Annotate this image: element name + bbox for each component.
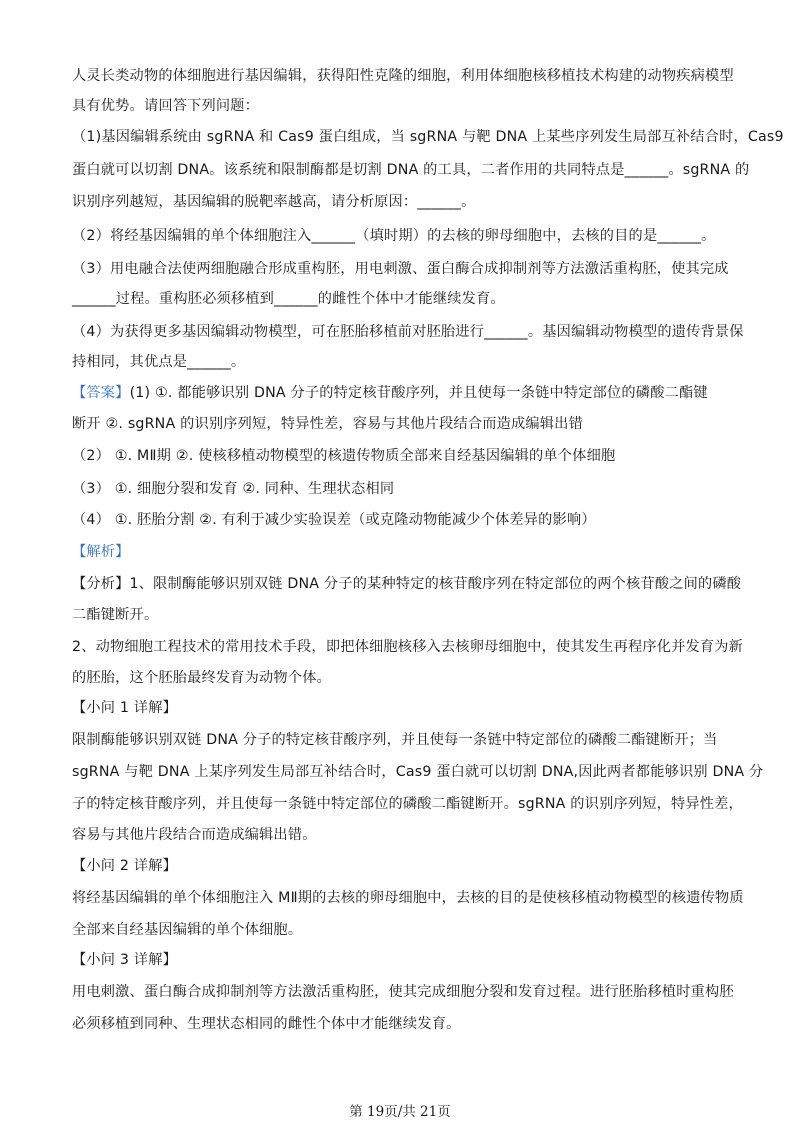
analysis-line-13: 【小问 3 详解】 [72, 952, 177, 968]
question-line-6: （2）将经基因编辑的单个体细胞注入______（填时期）的去核的卵母细胞中，去核的目的是______。 [72, 228, 716, 244]
question-line-5: 识别序列越短，基因编辑的脱靶率越高，请分析原因：______。 [72, 194, 476, 210]
answer-line-4: （3） ①. 细胞分裂和发育 ②. 同种、生理状态相同 [72, 481, 395, 497]
analysis-line-8: 子的特定核苷酸序列，并且使每一条链中特定部位的磷酸二酯键断开。sgRNA 的识别序列短，特异性差， [72, 796, 743, 812]
question-line-4: 蛋白就可以切割 DNA。该系统和限制酶都是切割 DNA 的工具，二者作用的共同特点是______。sgRNA 的 [72, 162, 750, 178]
analysis-line-15: 必须移植到同种、生理状态相同的雌性个体中才能继续发育。 [72, 1016, 461, 1032]
question-line-2: 具有优势。请回答下列问题： [72, 98, 260, 114]
analysis-line-5: 【小问 1 详解】 [72, 700, 177, 716]
question-line-10: 持相同，其优点是______。 [72, 354, 246, 370]
answer-line-3: （2） ①. MⅡ期 ②. 使核移植动物模型的核遗传物质全部来自经基因编辑的单个体细胞 [72, 448, 616, 464]
analysis-line-10: 【小问 2 详解】 [72, 858, 177, 874]
answer-line-5: （4） ①. 胚胎分割 ②. 有利于减少实验误差（或克隆动物能减少个体差异的影响） [72, 512, 596, 528]
question-line-1: 人灵长类动物的体细胞进行基因编辑，获得阳性克隆的细胞，利用体细胞核移植技术构建的动物疾病模型 [72, 68, 734, 84]
analysis-line-14: 用电刺激、蛋白酶合成抑制剂等方法激活重构胚，使其完成细胞分裂和发育过程。进行胚胎移植时重构胚 [72, 984, 734, 1000]
page-number: 第 19页/共 21页 [349, 1104, 451, 1120]
question-line-9: （4）为获得更多基因编辑动物模型，可在胚胎移植前对胚胎进行______。基因编辑动物模型的遗传背景保 [72, 324, 744, 340]
question-line-3: （1)基因编辑系统由 sgRNA 和 Cas9 蛋白组成，当 sgRNA 与靶 DNA 上某些序列发生局部互补结合时，Cas9 [72, 129, 784, 145]
analysis-label: 【解析】 [72, 544, 130, 560]
answer-label: 【答案】 [72, 385, 130, 401]
answer-line-2: 断开 ②. sgRNA 的识别序列短，特异性差，容易与其他片段结合而造成编辑出错 [72, 416, 583, 432]
question-line-7: （3）用电融合法使两细胞融合形成重构胚，用电刺激、蛋白酶合成抑制剂等方法激活重构胚，使其完成 [72, 261, 729, 277]
analysis-line-6: 限制酶能够识别双链 DNA 分子的特定核苷酸序列，并且使每一条链中特定部位的磷酸二酯键断开；当 [72, 732, 718, 748]
analysis-line-7: sgRNA 与靶 DNA 上某序列发生局部互补结合时，Cas9 蛋白就可以切割 DNA,因此两者都能够识别 DNA 分 [72, 764, 764, 780]
analysis-line-1: 【分析】1、限制酶能够识别双链 DNA 分子的某种特定的核苷酸序列在特定部位的两个核苷酸之间的磷酸 [72, 576, 742, 592]
analysis-line-4: 的胚胎，这个胚胎最终发育为动物个体。 [72, 670, 331, 686]
analysis-line-2: 二酯键断开。 [72, 607, 159, 623]
answer-line-1 [72, 383, 730, 403]
question-line-8: ______过程。重构胚必须移植到______的雌性个体中才能继续发育。 [72, 291, 505, 307]
analysis-line-11: 将经基因编辑的单个体细胞注入 MⅡ期的去核的卵母细胞中，去核的目的是使核移植动物模型的核遗传物质 [72, 890, 744, 906]
analysis-line-3: 2、动物细胞工程技术的常用技术手段，即把体细胞核移入去核卵母细胞中，使其发生再程序化并发育为新 [72, 639, 744, 655]
analysis-line-12: 全部来自经基因编辑的单个体细胞。 [72, 922, 303, 938]
answer-text-1: (1) ①. 都能够识别 DNA 分子的特定核苷酸序列，并且使每一条链中特定部位的磷酸二酯键 [129, 385, 708, 401]
analysis-line-9: 容易与其他片段结合而造成编辑出错。 [72, 827, 317, 843]
